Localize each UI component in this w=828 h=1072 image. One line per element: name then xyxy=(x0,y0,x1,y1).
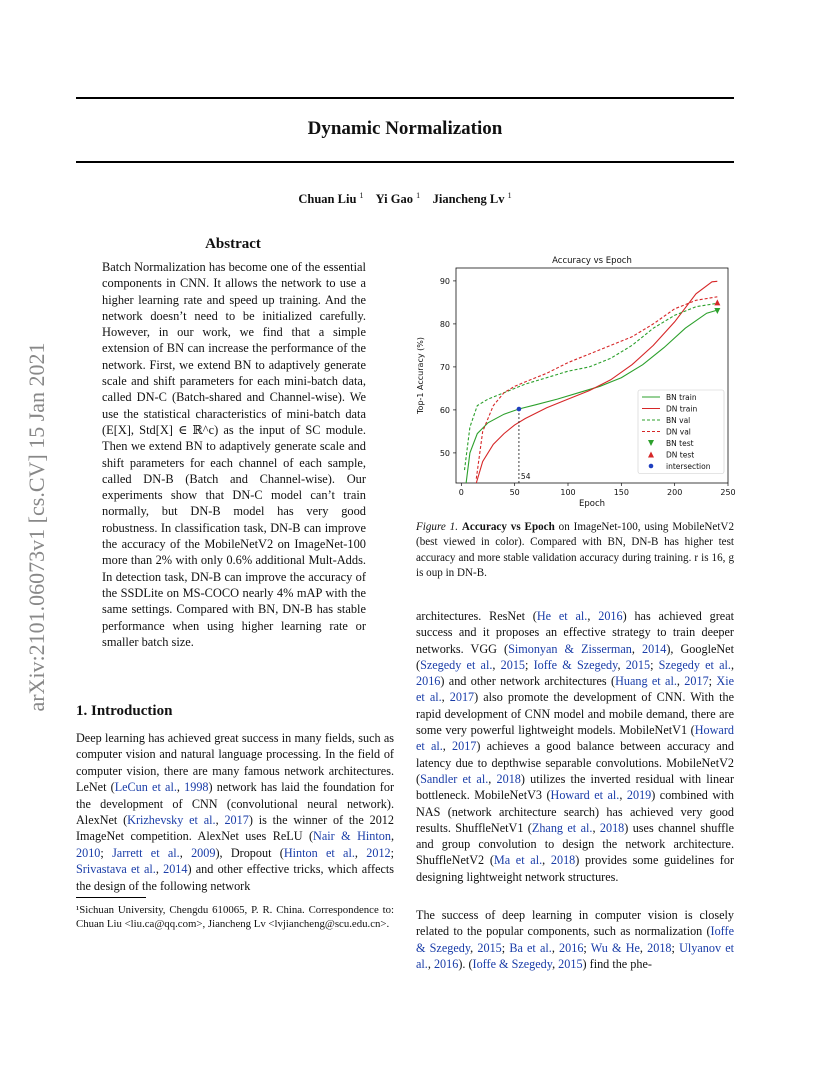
citation-link[interactable]: 2016 xyxy=(598,609,623,623)
citation-link[interactable]: Ma et al. xyxy=(493,853,543,868)
citation-link[interactable]: Howard et al. xyxy=(416,723,734,754)
citation-link[interactable]: 2015 xyxy=(625,657,651,672)
citation-link[interactable]: 2019 xyxy=(626,788,652,803)
body-text: ; xyxy=(583,940,591,955)
citation-link[interactable]: 2018 xyxy=(550,853,576,868)
citation-link[interactable]: Ioffe & Szegedy xyxy=(533,657,618,672)
body-text: , xyxy=(587,609,599,623)
citation-link[interactable]: 2017 xyxy=(684,674,709,689)
data-point-dn-test xyxy=(714,299,720,305)
citation-link[interactable]: 2018 xyxy=(599,820,625,835)
body-text: ) uses channel shuffle and group convolution to design the network architecture. ShuffleNetV2 ( xyxy=(416,820,735,868)
data-point-intersection xyxy=(517,407,522,412)
citation-link[interactable]: 2015 xyxy=(558,956,583,971)
legend-label: BN train xyxy=(666,393,697,402)
citation-link[interactable]: Hinton et al. xyxy=(283,845,355,860)
body-text: The success of deep learning in computer vision is closely related to the popular components, such as normalization ( xyxy=(416,908,734,939)
legend-swatch xyxy=(649,464,654,469)
citation-link[interactable]: 2017 xyxy=(449,690,475,705)
title-bottom-rule xyxy=(76,161,734,163)
body-text: , xyxy=(730,657,735,672)
body-text: , xyxy=(552,956,559,971)
body-text: , xyxy=(492,657,501,672)
citation-link[interactable]: Zhang et al. xyxy=(531,820,593,835)
body-text: ; xyxy=(100,845,113,860)
body-text: , xyxy=(427,956,434,971)
body-text: ). ( xyxy=(458,956,473,971)
x-tick-label: 200 xyxy=(667,488,683,497)
y-tick-label: 50 xyxy=(439,448,450,458)
body-text: , xyxy=(592,820,600,835)
affiliation-mark: 1 xyxy=(416,191,421,200)
citation-link[interactable]: 2017 xyxy=(224,813,249,828)
citation-link[interactable]: Krizhevsky et al. xyxy=(127,813,216,828)
citation-link[interactable]: 2014 xyxy=(641,641,667,656)
x-tick-label: 100 xyxy=(560,488,576,497)
y-tick-label: 80 xyxy=(439,319,450,329)
footnote-rule xyxy=(76,897,146,898)
figure-caption-title: Accuracy vs Epoch xyxy=(461,521,555,533)
citation-link[interactable]: Ioffe & Szegedy xyxy=(416,924,734,955)
citation-link[interactable]: Ioffe & Szegedy xyxy=(472,956,553,971)
body-text: , xyxy=(442,739,453,754)
body-text: ) is the winner of the 2012 ImageNet competition. AlexNet uses ReLU ( xyxy=(76,813,394,844)
body-text: ), Dropout ( xyxy=(215,845,284,860)
affiliation-mark: 1 xyxy=(359,191,364,200)
abstract-body: Batch Normalization has become one of the essential components in CNN. It allows the network to use a higher learning rate and speed up training. And the network doesn’t need to be initialized carefully. However, in our work, we find that a simple extension of BN can increase the performance of the network. First, we extend BN to adaptively generate scale and shift parameters for each mini-batch data, called DN-C (Batch-shared and Channel-wise). We use the statistical characteristics of mini-batch data (E[X], Std[X] ∈ ℝ^c) as the input of SC module. Then we extend BN to adaptively generate scale and shift parameters for each channel of each sample, called DN-B (Batch and Channel-wise). Our experiments show that DN-C model can’t train normally, but DN-B model has very good robustness. In classification task, DN-B can improve the accuracy of the MobileNetV2 on ImageNet-100 more than 2% with only 0.6% additional Mult-Adds. In detection task, DN-B can improve the accuracy of the SSDLite on MS-COCO nearly 4% mAP with the same settings. Compared with BN, DN-B has stable performance when using higher learning rate or smaller batch size. xyxy=(102,260,366,649)
body-text: , xyxy=(488,771,497,786)
citation-link[interactable]: Ulyanov et al. xyxy=(416,940,734,971)
body-text: , xyxy=(215,813,225,828)
section-heading: 1. Introduction xyxy=(76,703,173,719)
body-text: ) network has laid the foundation for the development of CNN (convolutional neural network). AlexNet ( xyxy=(76,780,395,828)
body-text: , xyxy=(176,780,185,795)
body-text: ; xyxy=(501,940,510,955)
figure-caption xyxy=(416,520,734,581)
body-text: ) achieves a good balance between accuracy and latency due to depthwise separable convolutions. MobileNetV2 ( xyxy=(416,739,734,786)
chart-title: Accuracy vs Epoch xyxy=(552,256,632,266)
citation-link[interactable]: 2017 xyxy=(452,739,477,754)
arxiv-sidebar xyxy=(17,292,57,762)
body-text: ; xyxy=(525,657,534,672)
citation-link[interactable]: Howard et al. xyxy=(550,788,620,803)
citation-link[interactable]: Szegedy et al. xyxy=(658,657,731,672)
citation-link[interactable]: 2018 xyxy=(496,771,521,786)
legend-label: DN val xyxy=(666,427,691,437)
citation-link[interactable]: 2009 xyxy=(191,845,216,860)
author-name: Chuan Liu xyxy=(298,192,357,207)
body-text: , xyxy=(542,853,551,868)
legend-label: DN test xyxy=(666,450,695,460)
body-text: ) combined with NAS (network architecture search) has achieved very good results. ShuffleNetV1 ( xyxy=(416,788,734,835)
legend-label: intersection xyxy=(666,462,711,471)
body-text: ) and other effective tricks, which affects the design of the following network xyxy=(76,862,395,893)
body-text: , xyxy=(354,845,367,860)
body-text: ) and other network architectures ( xyxy=(440,674,616,689)
top-rule xyxy=(76,97,734,99)
y-axis-label: Top-1 Accuracy (%) xyxy=(416,337,425,414)
body-text: ; xyxy=(650,657,659,672)
citation-link[interactable]: 2015 xyxy=(477,940,502,955)
author-list xyxy=(76,191,734,207)
citation-link[interactable]: 2016 xyxy=(416,674,441,689)
citation-link[interactable]: 2016 xyxy=(433,956,459,971)
body-text: , xyxy=(617,657,626,672)
body-text: , xyxy=(639,940,648,955)
annotation-label: 54 xyxy=(520,472,531,481)
citation-link[interactable]: Xie et al. xyxy=(416,674,735,705)
body-text: , xyxy=(551,940,560,955)
citation-link[interactable]: 2016 xyxy=(559,940,584,955)
citation-link[interactable]: Sandler et al. xyxy=(420,771,489,786)
body-paragraph xyxy=(416,907,734,972)
y-tick-label: 70 xyxy=(439,362,450,372)
body-text: ; xyxy=(390,845,395,860)
x-axis-label: Epoch xyxy=(578,499,606,509)
x-tick-label: 50 xyxy=(509,488,520,497)
body-text: architectures. ResNet ( xyxy=(416,609,537,623)
body-text: Deep learning has achieved great success in many fields, such as computer vision and natural language processing. In the field of computer vision, there are many famous network architectures. LeNet ( xyxy=(76,731,394,795)
legend-label: DN train xyxy=(666,404,698,414)
body-text: ) provides some guidelines for designing lightweight network structures. xyxy=(416,853,735,884)
body-text: , xyxy=(155,862,164,877)
citation-link[interactable]: 2018 xyxy=(647,940,672,955)
figure-label: Figure 1. xyxy=(416,521,459,533)
body-text: , xyxy=(390,829,394,844)
citation-link[interactable]: Huang et al. xyxy=(615,674,677,689)
citation-link[interactable]: Ba et al. xyxy=(509,940,552,955)
body-text: ) utilizes the inverted residual with linear bottleneck. MobileNetV3 ( xyxy=(416,771,735,803)
arxiv-stamp: arXiv:2101.06073v1 [cs.CV] 15 Jan 2021 xyxy=(24,342,49,712)
x-tick-label: 250 xyxy=(720,488,736,497)
citation-link[interactable]: Jarrett et al. xyxy=(112,845,180,860)
body-text: ) find the phe- xyxy=(582,956,652,971)
legend-label: BN test xyxy=(666,439,694,448)
body-text: , xyxy=(470,940,478,955)
body-text: , xyxy=(676,674,685,689)
author-name: Yi Gao xyxy=(375,192,413,207)
intro-paragraph xyxy=(76,730,394,894)
x-tick-label: 0 xyxy=(458,488,464,497)
abstract-heading: Abstract xyxy=(205,236,261,252)
citation-link[interactable]: LeCun et al. xyxy=(114,780,177,795)
citation-link[interactable]: Wu & He xyxy=(590,940,640,955)
body-text: , xyxy=(619,788,627,803)
y-tick-label: 60 xyxy=(439,405,450,415)
footnote: ¹Sichuan University, Chengdu 610065, P. R. China. Correspondence to: Chuan Liu <liu.ca@qq.com>, Jiancheng Lv <lvjiancheng@scu.edu.cn>. xyxy=(76,904,394,930)
citation-link[interactable]: 2010 xyxy=(76,845,101,860)
citation-link[interactable]: Simonyan & Zisserman xyxy=(508,641,632,656)
body-paragraph xyxy=(416,608,734,885)
body-text: , xyxy=(441,690,450,705)
body-text: ; xyxy=(671,940,680,955)
accuracy-chart xyxy=(412,253,734,508)
legend-label: BN val xyxy=(666,416,691,425)
author-name: Jiancheng Lv xyxy=(432,192,505,207)
x-tick-label: 150 xyxy=(613,488,629,497)
citation-link[interactable]: 2012 xyxy=(366,845,391,860)
body-text: ) has achieved great success and it proposes an effective strategy to train deeper networks. VGG ( xyxy=(416,609,734,656)
citation-link[interactable]: He et al. xyxy=(536,609,588,623)
paper-title: Dynamic Normalization xyxy=(307,118,503,139)
citation-link[interactable]: 2015 xyxy=(500,657,526,672)
citation-link[interactable]: 1998 xyxy=(184,780,209,795)
body-text: , xyxy=(631,641,642,656)
y-tick-label: 90 xyxy=(439,276,450,286)
figure-caption-text: on ImageNet-100, using MobileNetV2 (best viewed in color). Compared with BN, DN-B has higher test accuracy and more stable validation accuracy during training. r is 16, g is oup in DN-B. xyxy=(416,521,734,579)
affiliation-mark: 1 xyxy=(507,191,512,200)
citation-link[interactable]: Srivastava et al. xyxy=(76,862,156,877)
body-text: ), GoogleNet ( xyxy=(416,641,734,672)
citation-link[interactable]: Szegedy et al. xyxy=(420,657,493,672)
body-text: , xyxy=(179,845,192,860)
body-text: ; xyxy=(708,674,717,689)
citation-link[interactable]: 2014 xyxy=(163,862,188,877)
body-text: ) also promote the development of CNN. With the rapid development of CNN model and mobile demand, there are some very powerful lightweight models. MobileNetV1 ( xyxy=(416,690,734,738)
citation-link[interactable]: Nair & Hinton xyxy=(313,829,391,844)
